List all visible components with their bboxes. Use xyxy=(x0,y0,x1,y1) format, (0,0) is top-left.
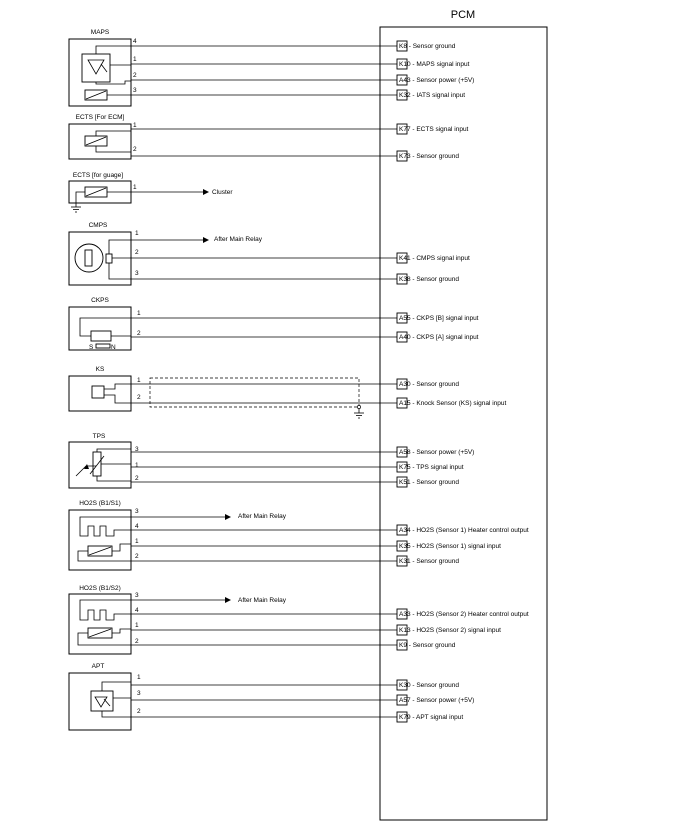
ks-label: KS xyxy=(95,366,105,373)
ground-icon xyxy=(71,207,81,212)
ckps-pole-s: S xyxy=(89,344,94,351)
ho2s-b1s2-pin: 4 xyxy=(135,607,139,614)
cmps-pin: 2 xyxy=(135,249,139,256)
pcm-signal-label: A40 - CKPS [A] signal input xyxy=(399,334,479,341)
pcm-signal-label: A57 - Sensor power (+5V) xyxy=(399,697,475,704)
ects-ecm-label: ECTS [For ECM] xyxy=(75,114,125,121)
pcm-signal-label: K30 - Sensor ground xyxy=(399,682,459,689)
apt-pin: 3 xyxy=(137,690,141,697)
tps-pin: 2 xyxy=(135,475,139,482)
ects-gauge-sensor xyxy=(69,172,233,212)
tps-label: TPS xyxy=(92,433,106,440)
apt-pin: 2 xyxy=(137,708,141,715)
pcm-signal-label: K75 - TPS signal input xyxy=(399,464,464,471)
cmps-label: CMPS xyxy=(88,222,108,229)
pcm-signal-label: K51 - Sensor ground xyxy=(399,479,459,486)
pcm-signal-label: K38 - Sensor ground xyxy=(399,276,459,283)
ects-gauge-pin: 1 xyxy=(133,184,137,191)
maps-pin: 3 xyxy=(133,87,137,94)
ckps-label: CKPS xyxy=(91,297,109,304)
maps-pin: 4 xyxy=(133,38,137,45)
tps-pin: 1 xyxy=(135,462,139,469)
pcm-signal-label: K79 - APT signal input xyxy=(399,714,464,721)
ects-ecm-pin: 2 xyxy=(133,146,137,153)
pcm-signal-label: K32 - IATS signal input xyxy=(399,92,465,99)
pcm-signal-label: K73 - Sensor ground xyxy=(399,153,459,160)
pcm-signal-label: A34 - HO2S (Sensor 1) Heater control output xyxy=(399,527,529,534)
apt-transducer-icon xyxy=(91,691,113,711)
pcm-signal-label: A58 - Sensor power (+5V) xyxy=(399,449,475,456)
arrow-icon xyxy=(203,189,209,195)
pcm-title: PCM xyxy=(450,9,476,21)
cmps-pin: 3 xyxy=(135,270,139,277)
pcm-signal-label: K13 - HO2S (Sensor 2) signal input xyxy=(399,627,501,634)
pcm-signal-label: K35 - HO2S (Sensor 1) signal input xyxy=(399,543,501,550)
ho2s-b1s2-pin: 2 xyxy=(135,638,139,645)
apt-pin: 1 xyxy=(137,674,141,681)
ckps-pin: 1 xyxy=(137,310,141,317)
maps-pressure-element xyxy=(82,54,110,82)
ground-icon xyxy=(354,413,364,418)
apt-label: APT xyxy=(91,663,105,670)
ho2s-b1s1-label: HO2S (B1/S1) xyxy=(79,500,121,507)
after-main-relay-label: After Main Relay xyxy=(238,513,287,520)
ks-piezo-icon xyxy=(92,386,104,398)
pcm-signal-label: K9 - Sensor ground xyxy=(399,642,456,649)
pcm-signal-label: A55 - CKPS [B] signal input xyxy=(399,315,479,322)
ckps-coil-icon xyxy=(91,331,111,341)
ks-pin: 1 xyxy=(137,377,141,384)
ks-pin: 2 xyxy=(137,394,141,401)
ho2s-b1s1-pin: 1 xyxy=(135,538,139,545)
pcm-signal-label: A33 - HO2S (Sensor 2) Heater control output xyxy=(399,611,529,618)
pcm-signal-label: K10 - MAPS signal input xyxy=(399,61,470,68)
arrow-icon xyxy=(203,237,209,243)
ho2s-b1s2-pin: 3 xyxy=(135,592,139,599)
ects-ecm-pin: 1 xyxy=(133,122,137,129)
pcm-signal-label: K31 - Sensor ground xyxy=(399,558,459,565)
pcm-signal-label: A43 - Sensor power (+5V) xyxy=(399,77,475,84)
after-main-relay-label: After Main Relay xyxy=(214,236,263,243)
ckps-box xyxy=(69,307,131,350)
ckps-pin: 2 xyxy=(137,330,141,337)
cluster-label: Cluster xyxy=(212,189,233,196)
pcm-signal-label: A15 - Knock Sensor (KS) signal input xyxy=(399,400,507,407)
ho2s-b1s2-label: HO2S (B1/S2) xyxy=(79,585,121,592)
ckps-pole-n: N xyxy=(111,344,116,351)
after-main-relay-label: After Main Relay xyxy=(238,597,287,604)
arrow-icon xyxy=(225,514,231,520)
ho2s-b1s1-pin: 4 xyxy=(135,523,139,530)
tps-pin: 3 xyxy=(135,446,139,453)
ho2s-b1s1-pin: 2 xyxy=(135,553,139,560)
maps-label: MAPS xyxy=(90,29,110,36)
pcm-signal-label: K77 - ECTS signal input xyxy=(399,126,469,133)
pcm-signal-label: A30 - Sensor ground xyxy=(399,381,459,388)
maps-pin: 1 xyxy=(133,56,137,63)
ckps-magnet-icon xyxy=(96,344,110,348)
tps-potentiometer-icon xyxy=(93,452,101,476)
maps-pin: 2 xyxy=(133,72,137,79)
pcm-signal-label: K8 - Sensor ground xyxy=(399,43,456,50)
arrow-icon xyxy=(225,597,231,603)
ho2s-b1s1-pin: 3 xyxy=(135,508,139,515)
cmps-pin: 1 xyxy=(135,230,139,237)
ho2s-b1s2-pin: 1 xyxy=(135,622,139,629)
pcm-signal-label: K41 - CMPS signal input xyxy=(399,255,470,262)
ects-gauge-label: ECTS [for guage] xyxy=(72,172,124,179)
